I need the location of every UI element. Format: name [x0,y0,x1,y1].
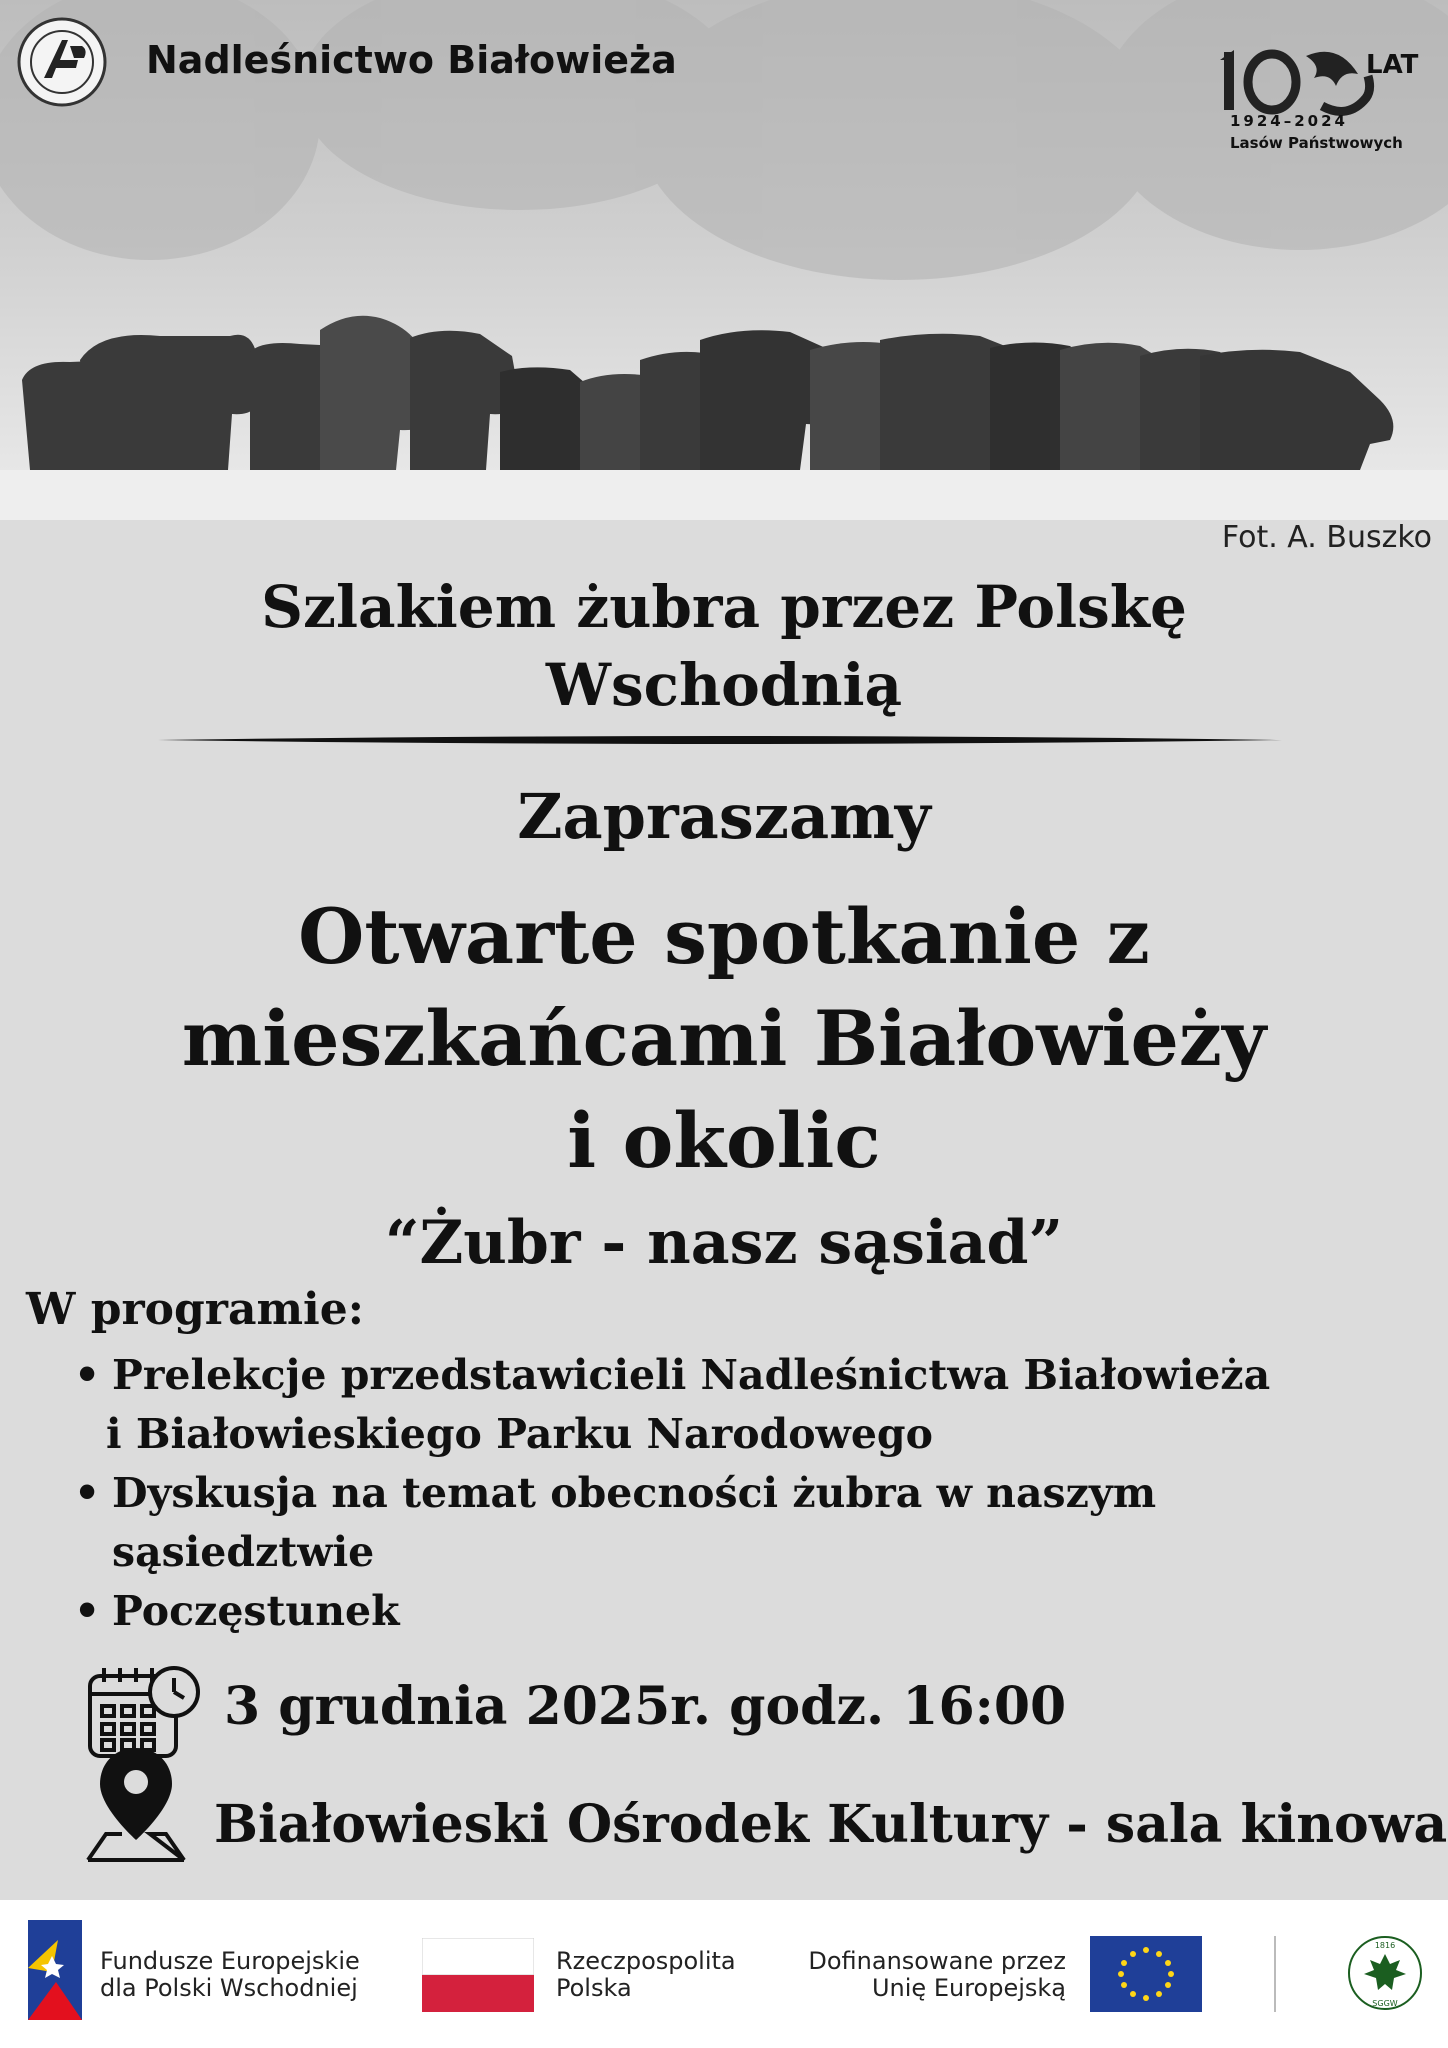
eu-label-line: Unię Europejską [871,1974,1066,2002]
sggw-year: 1816 [1374,1941,1396,1950]
anniversary-lat-label: LAT [1366,50,1419,80]
organization-name: Nadleśnictwo Białowieża [146,38,677,82]
program-item-line: sąsiedztwie [112,1528,375,1576]
photo-credit: Fot. A. Buszko [1221,520,1432,555]
program-item [70,1582,1410,1641]
series-title-line: Szlakiem żubra przez Polskę [261,573,1187,641]
anniversary-years: 1924–2024 [1230,112,1348,130]
event-motto: “Żubr - nasz sąsiad” [385,1208,1063,1278]
footer-separator [1274,1936,1276,2012]
fe-label-line: dla Polski Wschodniej [100,1974,358,2002]
anniversary-subtitle: Lasów Państwowych [1230,134,1403,152]
sggw-abbr: SGGW [1372,1999,1398,2008]
eu-flag-icon [1090,1936,1202,2012]
rp-label-line: Rzeczpospolita [556,1947,736,1975]
program-item-line: i Białowieskiego Parku Narodowego [106,1410,933,1458]
program-item-line: • Prelekcje przedstawicieli Nadleśnictwa Białowieża [112,1351,1271,1399]
event-title-line: Otwarte spotkanie z [298,892,1150,981]
fe-label [100,1948,360,2002]
divider [158,732,1282,746]
program-item-line: • Dyskusja na temat obecności żubra w naszym [112,1469,1157,1517]
polish-flag-icon [422,1938,534,2012]
rp-label [556,1948,736,2002]
event-title-line: mieszkańcami Białowieży [181,994,1267,1083]
fe-label-line: Fundusze Europejskie [100,1947,360,1975]
program-item-line: • Poczęstunek [112,1587,400,1635]
sggw-logo [1346,1934,1424,2012]
invite-heading: Zapraszamy [517,780,931,853]
event-place: Białowieski Ośrodek Kultury - sala kinowa [214,1794,1448,1855]
event-title [0,886,1448,1192]
event-date: 3 grudnia 2025r. godz. 16:00 [224,1676,1067,1737]
fe-logo [28,1920,82,2020]
eu-label [792,1948,1066,2002]
program-item [70,1464,1410,1582]
program-list [70,1346,1410,1641]
lasy-panstwowe-logo [16,16,108,108]
program-heading: W programie: [26,1284,364,1335]
map-pin-icon [84,1742,188,1864]
event-title-line: i okolic [567,1096,881,1185]
program-item [70,1346,1410,1464]
eu-label-line: Dofinansowane przez [808,1947,1066,1975]
rp-label-line: Polska [556,1974,632,2002]
series-title [0,568,1448,724]
footer-logos [0,1900,1448,2048]
anniversary-logo [1218,46,1418,158]
series-title-line: Wschodnią [545,651,903,719]
